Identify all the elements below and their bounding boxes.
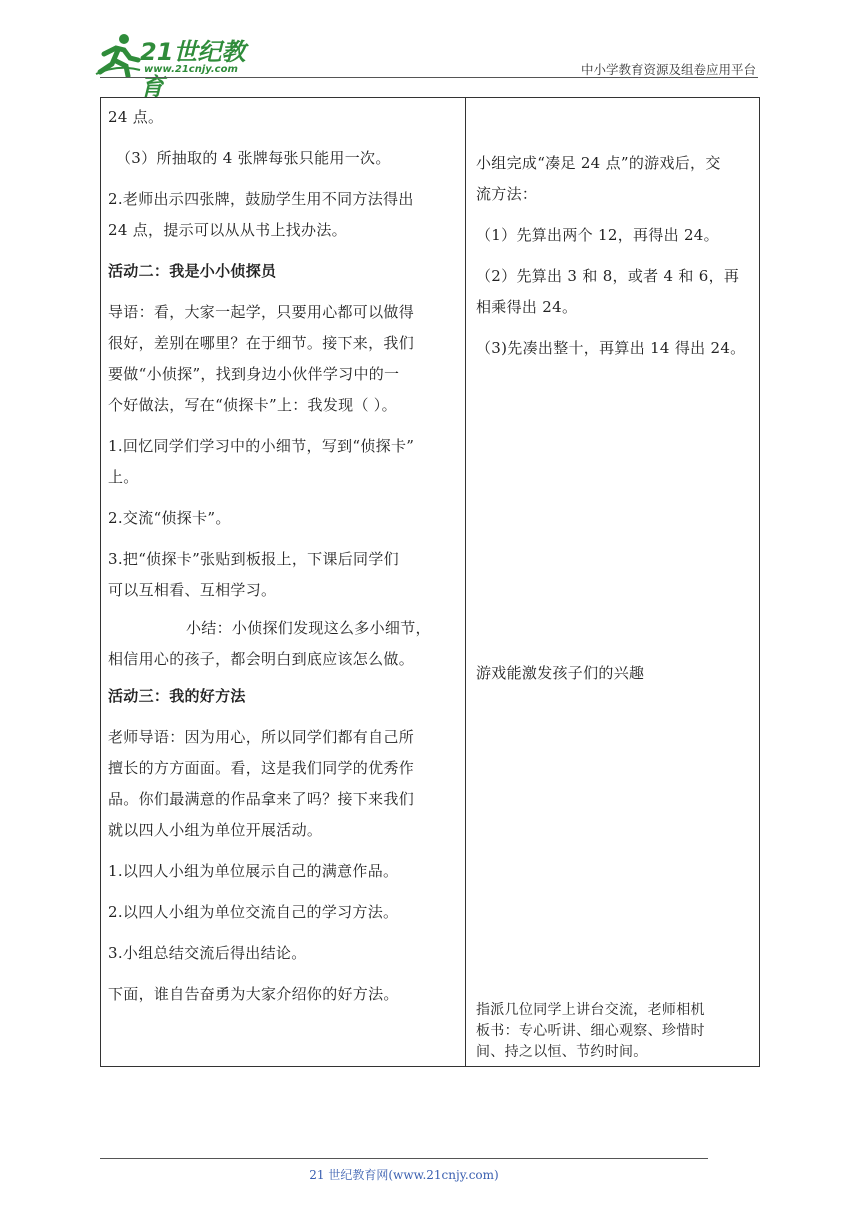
logo-text: 21世纪教育 bbox=[140, 38, 246, 101]
right-text: （1）先算出两个 12，再得出 24。 bbox=[476, 226, 719, 244]
left-text: 就以四人小组为单位开展活动。 bbox=[108, 821, 323, 839]
footer-text: 21 世纪教育网(www.21cnjy.com) bbox=[309, 1168, 499, 1182]
left-text: 个好做法，写在“侦探卡”上：我发现（ ）。 bbox=[108, 396, 397, 414]
left-text: 导语：看，大家一起学，只要用心都可以做得 bbox=[108, 303, 415, 321]
left-text: 老师导语：因为用心，所以同学们都有自己所 bbox=[108, 728, 415, 746]
runner-icon bbox=[94, 30, 142, 78]
right-text: 板书：专心听讲、细心观察、珍惜时 bbox=[476, 1023, 705, 1039]
right-text: （2）先算出 3 和 8，或者 4 和 6，再 bbox=[476, 267, 740, 285]
right-text: （3)先凑出整十，再算出 14 得出 24。 bbox=[476, 339, 746, 357]
site-logo bbox=[94, 30, 264, 101]
logo-url: www.21cnjy.com bbox=[144, 64, 238, 75]
column-divider bbox=[465, 97, 466, 1067]
left-text: 品。你们最满意的作品拿来了吗？接下来我们 bbox=[108, 790, 415, 808]
left-text: （3）所抽取的 4 张牌每张只能用一次。 bbox=[116, 149, 391, 167]
right-text: 指派几位同学上讲台交流，老师相机 bbox=[476, 1002, 705, 1018]
summary-text: 相信用心的孩子，都会明白到底应该怎么做。 bbox=[108, 650, 415, 668]
right-text: 流方法： bbox=[476, 185, 538, 203]
right-text: 相乘得出 24。 bbox=[476, 298, 578, 316]
right-text: 间、持之以恒、节约时间。 bbox=[476, 1044, 648, 1060]
left-text: 可以互相看、互相学习。 bbox=[108, 581, 277, 599]
left-text: 2.以四人小组为单位交流自己的学习方法。 bbox=[108, 903, 399, 921]
footer-divider bbox=[100, 1158, 708, 1159]
right-text: 游戏能激发孩子们的兴趣 bbox=[476, 664, 645, 682]
left-text: 下面，谁自告奋勇为大家介绍你的好方法。 bbox=[108, 985, 399, 1003]
left-text: 3.小组总结交流后得出结论。 bbox=[108, 944, 307, 962]
right-text: 小组完成“凑足 24 点”的游戏后，交 bbox=[476, 154, 721, 172]
left-text: 2.老师出示四张牌，鼓励学生用不同方法得出 bbox=[108, 190, 414, 208]
left-text: 1.以四人小组为单位展示自己的满意作品。 bbox=[108, 862, 399, 880]
left-text: 3.把“侦探卡”张贴到板报上，下课后同学们 bbox=[108, 550, 399, 568]
left-text: 24 点。 bbox=[108, 108, 164, 126]
left-text: 要做“小侦探”，找到身边小伙伴学习中的一 bbox=[108, 365, 400, 383]
header-divider bbox=[100, 77, 758, 78]
platform-name: 中小学教育资源及组卷应用平台 bbox=[580, 62, 756, 77]
activity-heading: 活动三：我的好方法 bbox=[108, 687, 246, 705]
left-text: 很好，差别在哪里？在于细节。接下来，我们 bbox=[108, 334, 415, 352]
left-text: 上。 bbox=[108, 468, 139, 486]
left-text: 24 点，提示可以从从书上找办法。 bbox=[108, 221, 347, 239]
left-text: 擅长的方方面面。看，这是我们同学的优秀作 bbox=[108, 759, 415, 777]
left-text: 1.回忆同学们学习中的小细节，写到“侦探卡” bbox=[108, 437, 415, 455]
summary-text: 小结：小侦探们发现这么多小细节， bbox=[186, 619, 431, 637]
left-text: 2.交流“侦探卡”。 bbox=[108, 509, 231, 527]
activity-heading: 活动二：我是小小侦探员 bbox=[108, 262, 277, 280]
